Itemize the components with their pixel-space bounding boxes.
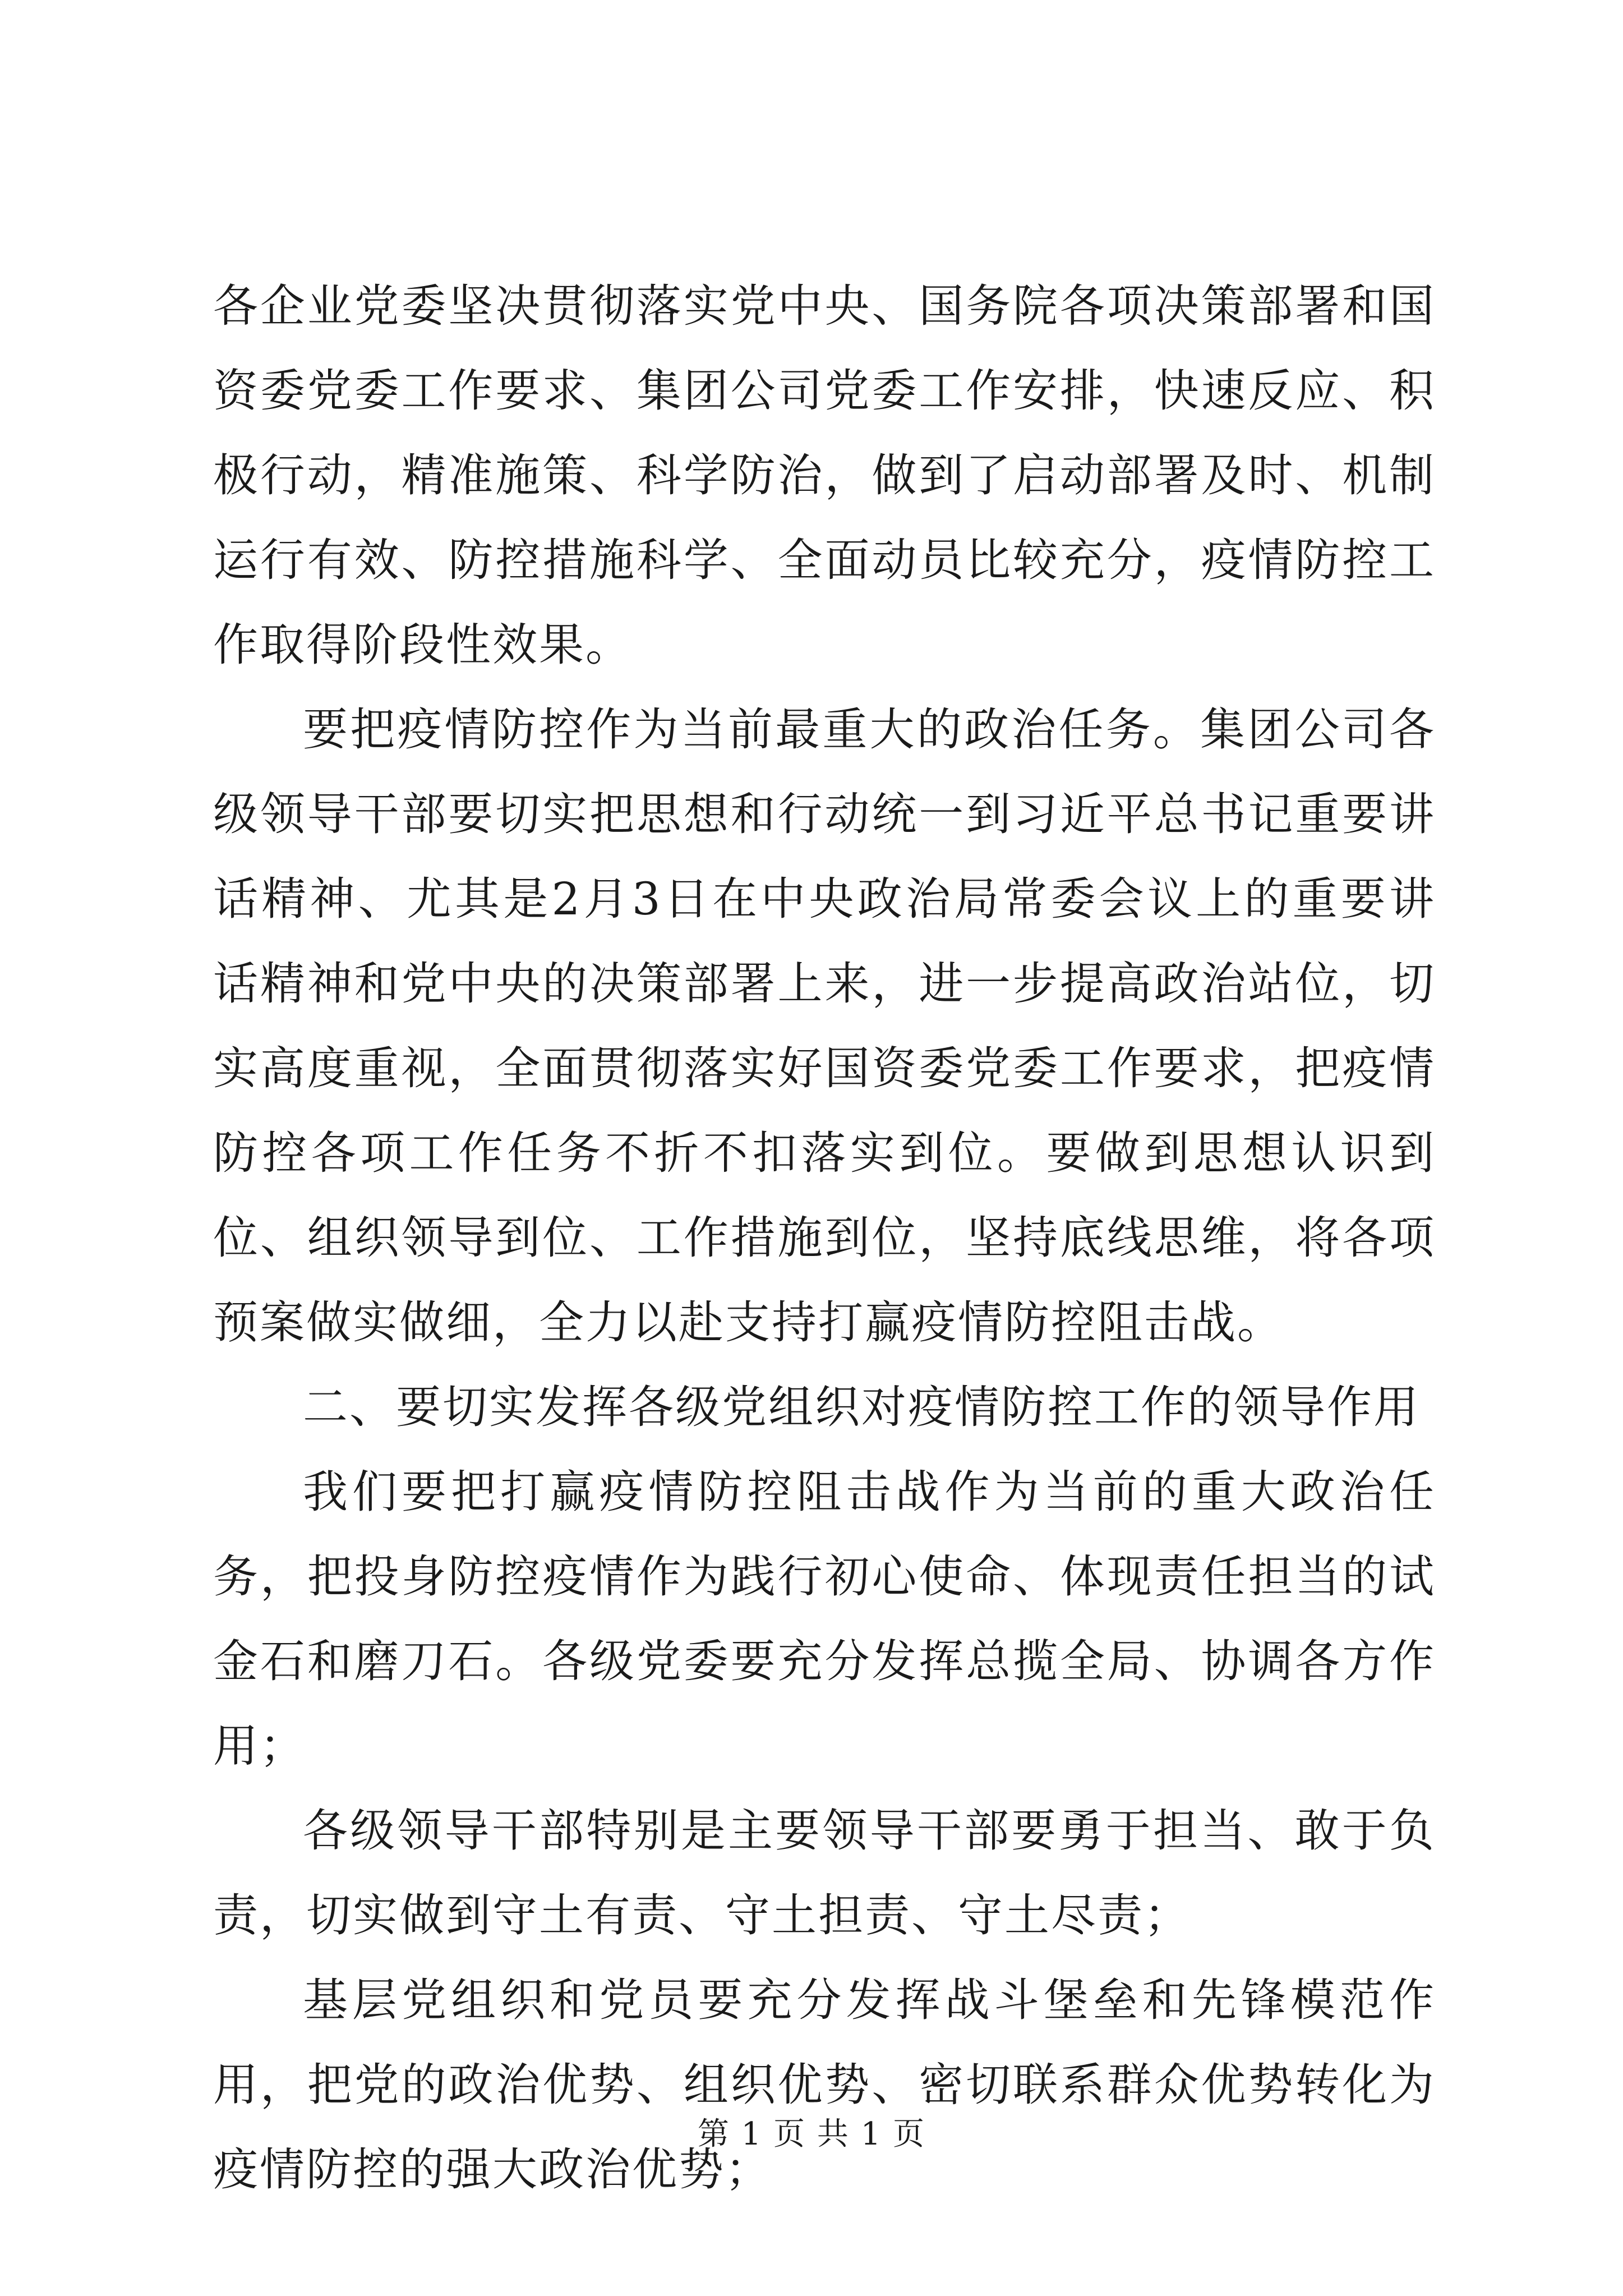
paragraph-1: 各企业党委坚决贯彻落实党中央、国务院各项决策部署和国资委党委工作要求、集团公司党委工作安排，快速反应、积极行动，精准施策、科学防治，做到了启动部署及时、机制运行有效、防控措施科学、全面动员比较充分，疫情防控工作取得阶段性效果。 (213, 280, 1436, 671)
document-body (213, 264, 1436, 2212)
paragraph-5: 基层党组织和党员要充分发挥战斗堡垒和先锋模范作用，把党的政治优势、组织优势、密切联系群众优势转化为疫情防控的强大政治优势； (213, 1974, 1436, 2196)
paragraph-3: 我们要把打赢疫情防控阻击战作为当前的重大政治任务，把投身防控疫情作为践行初心使命、体现责任担当的试金石和磨刀石。各级党委要充分发挥总揽全局、协调各方作用； (213, 1466, 1436, 1772)
paragraph-2: 要把疫情防控作为当前最重大的政治任务。集团公司各级领导干部要切实把思想和行动统一到习近平总书记重要讲话精神、尤其是2月3日在中央政治局常委会议上的重要讲话精神和党中央的决策部署上来，进一步提高政治站位，切实高度重视，全面贯彻落实好国资委党委工作要求，把疫情防控各项工作任务不折不扣落实到位。要做到思想认识到位、组织领导到位、工作措施到位，坚持底线思维，将各项预案做实做细，全力以赴支持打赢疫情防控阻击战。 (213, 703, 1436, 1349)
paragraph-4: 各级领导干部特别是主要领导干部要勇于担当、敢于负责，切实做到守土有责、守土担责、守土尽责； (213, 1805, 1436, 1941)
section-heading-2: 二、要切实发挥各级党组织对疫情防控工作的领导作用 (303, 1381, 1420, 1433)
page-number-footer: 第 1 页 共 1 页 (697, 2116, 926, 2152)
